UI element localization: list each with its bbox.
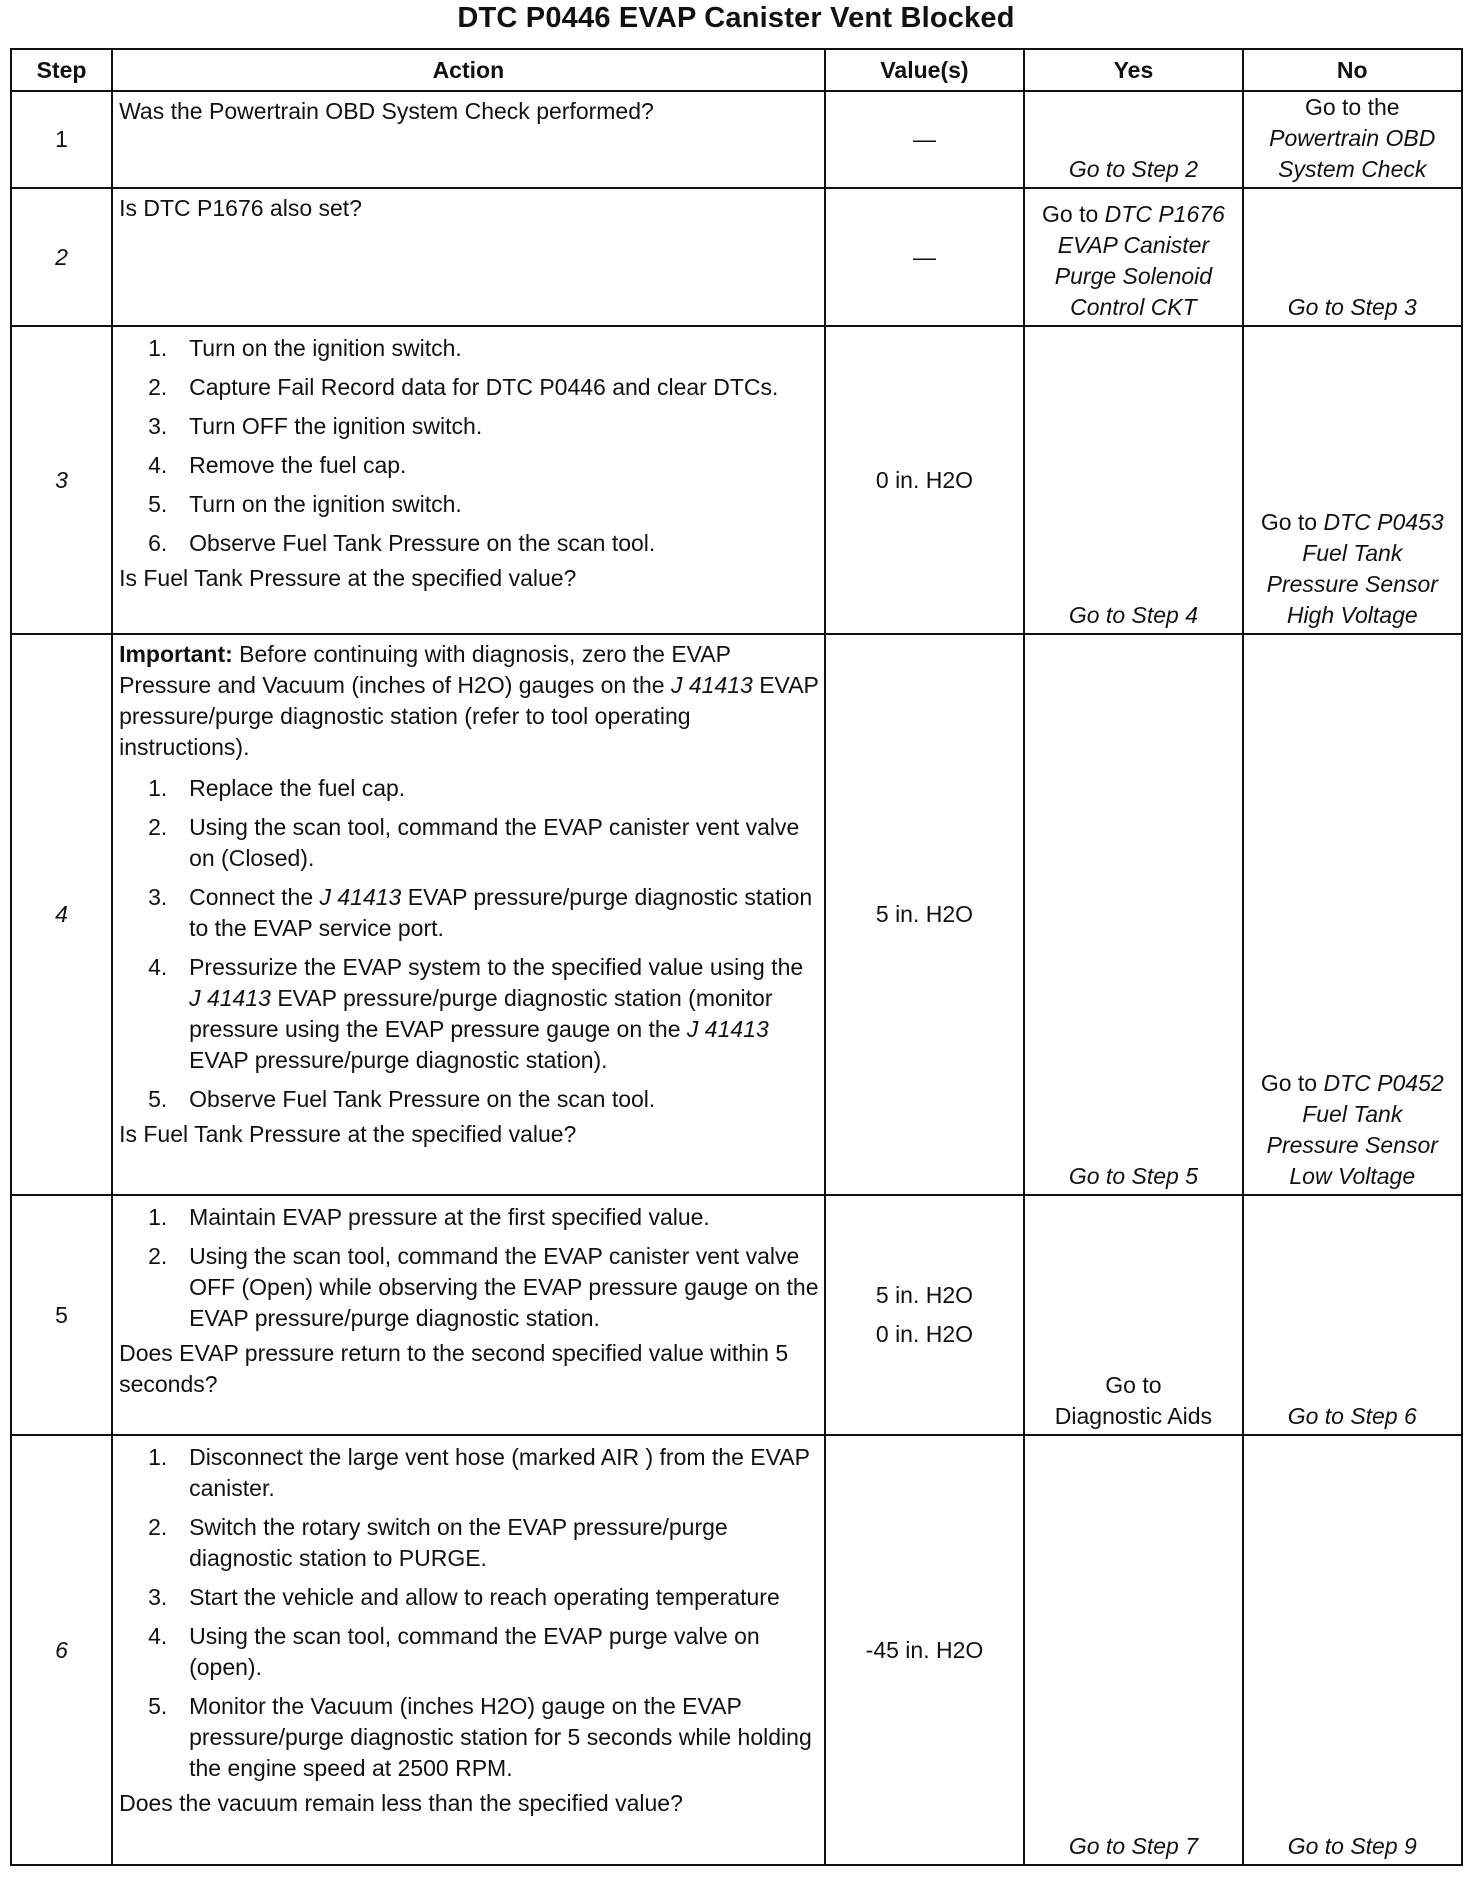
no-ref: DTC P0452	[1323, 1070, 1444, 1096]
action-steps	[119, 773, 820, 1115]
action-cell	[112, 1435, 825, 1865]
table-row	[11, 188, 1462, 326]
page-title: DTC P0446 EVAP Canister Vent Blocked	[457, 2, 1015, 34]
yes-line: Go to Step 2	[1068, 156, 1198, 182]
action-question: Does the vacuum remain less than the specified value?	[119, 1790, 683, 1816]
action-step: 3. Start the vehicle and allow to reach operating temperature	[148, 1584, 780, 1610]
no-ref: DTC P0453	[1323, 509, 1444, 535]
action-steps	[119, 1202, 820, 1334]
no-cell	[1243, 188, 1462, 326]
action-question: Is DTC P1676 also set?	[119, 195, 362, 221]
no-cell	[1243, 1435, 1462, 1865]
yes-line: Go to Step 5	[1068, 1163, 1198, 1189]
yes-line: Purge Solenoid	[1054, 263, 1213, 289]
yes-cell	[1024, 326, 1242, 634]
action-question: Was the Powertrain OBD System Check performed?	[119, 98, 654, 124]
step-number: 4	[11, 634, 112, 1195]
no-line: High Voltage	[1286, 602, 1418, 628]
action-cell	[112, 1195, 825, 1435]
no-ref: Powertrain OBD	[1269, 125, 1436, 151]
no-line: Low Voltage	[1289, 1163, 1416, 1189]
action-step: 2. Using the scan tool, command the EVAP canister vent valve OFF (Open) while observing the EVAP pressure gauge on the EVAP pressure/purge diagnostic station.	[148, 1243, 819, 1331]
no-line	[1244, 1068, 1461, 1099]
value-cell: 5 in. H2O	[825, 634, 1025, 1195]
no-line: Go to Step 6	[1287, 1403, 1417, 1429]
action-step: 5. Turn on the ignition switch.	[148, 491, 462, 517]
yes-cell	[1024, 1195, 1242, 1435]
action-step: 4. Using the scan tool, command the EVAP purge valve on (open).	[148, 1623, 760, 1680]
no-line: Go to the	[1304, 94, 1400, 120]
yes-cell	[1024, 634, 1242, 1195]
yes-line: Go to Step 7	[1068, 1833, 1198, 1859]
yes-cell	[1024, 1435, 1242, 1865]
step-number: 6	[11, 1435, 112, 1865]
action-cell	[112, 91, 825, 188]
header-values: Value(s)	[825, 49, 1025, 91]
table-row	[11, 1195, 1462, 1435]
header-action: Action	[112, 49, 825, 91]
yes-line: Diagnostic Aids	[1054, 1403, 1213, 1429]
important-note: Important: Before continuing with diagnosis, zero the EVAP Pressure and Vacuum (inches of H2O) gauges on the J 41413 EVAP pressure/purge diagnostic station (refer to tool operating instructions).	[119, 641, 819, 760]
yes-line: Go to	[1105, 1372, 1162, 1398]
yes-line: Go to Step 4	[1068, 602, 1198, 628]
no-line: Pressure Sensor	[1266, 571, 1438, 597]
value-line: 5 in. H2O	[875, 1282, 974, 1308]
no-line: System Check	[1278, 156, 1427, 182]
step-number: 3	[11, 326, 112, 634]
yes-prefix: Go to	[1042, 201, 1105, 227]
yes-ref: DTC P1676	[1104, 201, 1225, 227]
diagnostic-table	[10, 48, 1463, 1866]
action-steps	[119, 1442, 820, 1784]
header-yes: Yes	[1024, 49, 1242, 91]
action-question: Is Fuel Tank Pressure at the specified value?	[119, 565, 577, 591]
action-step: 5. Observe Fuel Tank Pressure on the scan tool.	[148, 1086, 656, 1112]
action-step: 4. Remove the fuel cap.	[148, 452, 407, 478]
value-cell	[825, 1195, 1025, 1435]
action-step: 6. Observe Fuel Tank Pressure on the scan tool.	[148, 530, 656, 556]
value-cell: 0 in. H2O	[825, 326, 1025, 634]
yes-line: EVAP Canister	[1057, 232, 1210, 258]
action-step: 2. Using the scan tool, command the EVAP canister vent valve on (Closed).	[148, 814, 800, 871]
action-step: 2. Switch the rotary switch on the EVAP pressure/purge diagnostic station to PURGE.	[148, 1514, 728, 1571]
action-question: Is Fuel Tank Pressure at the specified value?	[119, 1121, 577, 1147]
table-row	[11, 326, 1462, 634]
step-number: 2	[11, 188, 112, 326]
yes-line: Control CKT	[1070, 294, 1197, 320]
action-question: Does EVAP pressure return to the second specified value within 5 seconds?	[119, 1340, 789, 1397]
no-line: Go to Step 9	[1287, 1833, 1417, 1859]
header-no: No	[1243, 49, 1462, 91]
no-prefix: Go to	[1260, 1070, 1324, 1096]
no-line: Fuel Tank	[1302, 540, 1403, 566]
no-line: Go to Step 3	[1287, 294, 1417, 320]
action-cell	[112, 188, 825, 326]
action-cell	[112, 326, 825, 634]
no-cell	[1243, 634, 1462, 1195]
action-step: 1. Disconnect the large vent hose (marked AIR ) from the EVAP canister.	[148, 1444, 810, 1501]
no-cell	[1243, 1195, 1462, 1435]
action-step: 1. Turn on the ignition switch.	[148, 335, 462, 361]
no-cell	[1243, 91, 1462, 188]
action-step: 3. Turn OFF the ignition switch.	[148, 413, 483, 439]
table-row	[11, 1435, 1462, 1865]
table-header-row	[11, 49, 1462, 91]
action-step: 2. Capture Fail Record data for DTC P0446 and clear DTCs.	[148, 374, 779, 400]
value-cell: -45 in. H2O	[825, 1435, 1025, 1865]
no-cell	[1243, 326, 1462, 634]
action-step: 1. Maintain EVAP pressure at the first specified value.	[148, 1204, 710, 1230]
step-number: 5	[11, 1195, 112, 1435]
yes-cell	[1024, 91, 1242, 188]
step-number: 1	[11, 91, 112, 188]
action-cell	[112, 634, 825, 1195]
table-row	[11, 634, 1462, 1195]
yes-cell	[1024, 188, 1242, 326]
value-cell: —	[825, 91, 1025, 188]
action-step: 5. Monitor the Vacuum (inches H2O) gauge on the EVAP pressure/purge diagnostic station for 5 seconds while holding the engine speed at 2500 RPM.	[148, 1693, 812, 1781]
action-step: 3. Connect the J 41413 EVAP pressure/purge diagnostic station to the EVAP service port.	[148, 884, 813, 941]
action-steps	[119, 333, 820, 559]
value-line: 0 in. H2O	[875, 1321, 974, 1347]
no-line: Fuel Tank	[1302, 1101, 1403, 1127]
action-step: 1. Replace the fuel cap.	[148, 775, 406, 801]
no-prefix: Go to	[1260, 509, 1324, 535]
table-row	[11, 91, 1462, 188]
action-step: 4. Pressurize the EVAP system to the specified value using the J 41413 EVAP pressure/purge diagnostic station (monitor pressure using the EVAP pressure gauge on the J 41413 EVAP pressure/purge diagnostic station).	[148, 954, 804, 1073]
no-line: Pressure Sensor	[1266, 1132, 1438, 1158]
no-line	[1244, 507, 1461, 538]
header-step: Step	[11, 49, 112, 91]
yes-line	[1025, 199, 1241, 230]
value-cell: —	[825, 188, 1025, 326]
